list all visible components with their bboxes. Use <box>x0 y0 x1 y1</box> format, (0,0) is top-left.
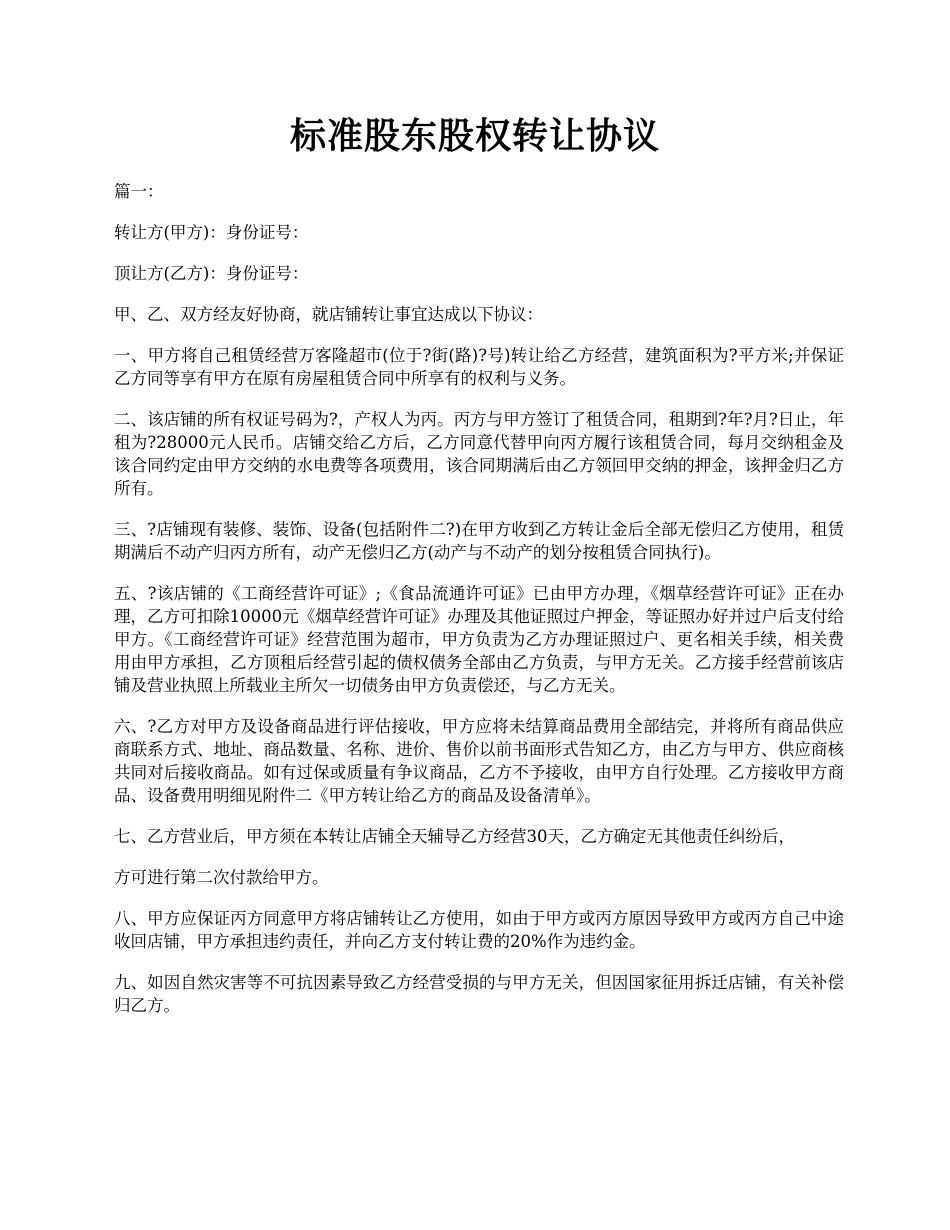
document-title: 标准股东股权转让协议 <box>289 115 660 157</box>
paragraph-transferee: 顶让方(乙方)：身份证号： <box>114 264 309 283</box>
paragraph-clause-9: 九、如因自然灾害等不可抗因素导致乙方经营受损的与甲方无关，但因国家征用拆迁店铺，有关补偿归乙方。 <box>114 973 844 1015</box>
paragraph-clause-3: 三、?店铺现有装修、装饰、设备(包括附件二?)在甲方收到乙方转让金后全部无偿归乙方使用，租赁期满后不动产归丙方所有，动产无偿归乙方(动产与不动产的划分按租赁合同执行)。 <box>114 520 844 562</box>
paragraph-clause-7-continued: 方可进行第二次付款给甲方。 <box>114 868 329 887</box>
paragraph-clause-7: 七、乙方营业后，甲方须在本转让店铺全天辅导乙方经营30天，乙方确定无其他责任纠纷后， <box>114 827 795 846</box>
paragraph-clause-2: 二、该店铺的所有权证号码为?，产权人为丙。丙方与甲方签订了租赁合同，租期到?年?月?日止，年租为?28000元人民币。店铺交给乙方后，乙方同意代替甲向丙方履行该租赁合同，每月交纳租金及该合同约定由甲方交纳的水电费等各项费用，该合同期满后由乙方领回甲交纳的押金，该押金归乙方所有。 <box>114 410 844 498</box>
paragraph-clause-6: 六、?乙方对甲方及设备商品进行评估接收，甲方应将未结算商品费用全部结完，并将所有商品供应商联系方式、地址、商品数量、名称、进价、售价以前书面形式告知乙方，由乙方与甲方、供应商核共同对后接收商品。如有过保或质量有争议商品，乙方不予接收，由甲方自行处理。乙方接收甲方商品、设备费用明细见附件二《甲方转让给乙方的商品及设备清单》。 <box>114 717 844 805</box>
paragraph-transferor: 转让方(甲方)：身份证号： <box>114 223 309 242</box>
paragraph-clause-1: 一、甲方将自己租赁经营万客隆超市(位于?街(路)?号)转让给乙方经营，建筑面积为?平方米;并保证乙方同等享有甲方在原有房屋租赁合同中所享有的权利与义务。 <box>114 346 844 388</box>
paragraph-section-label: 篇一： <box>114 182 164 201</box>
paragraph-clause-8: 八、甲方应保证丙方同意甲方将店铺转让乙方使用，如由于甲方或丙方原因导致甲方或丙方自己中途收回店铺，甲方承担违约责任，并向乙方支付转让费的20%作为违约金。 <box>114 909 844 951</box>
document-body <box>114 180 844 1035</box>
paragraph-preamble: 甲、乙、双方经友好协商，就店铺转让事宜达成以下协议： <box>114 305 543 324</box>
paragraph-clause-5: 五、?该店铺的《工商经营许可证》;《食品流通许可证》已由甲方办理，《烟草经营许可证》正在办理，乙方可扣除10000元《烟草经营许可证》办理及其他证照过户押金，等证照办好并过户后支付给甲方。《工商经营许可证》经营范围为超市，甲方负责为乙方办理证照过户、更名相关手续，相关费用由甲方承担，乙方顶租后经营引起的债权债务全部由乙方负责，与甲方无关。乙方接手经营前该店铺及营业执照上所载业主所欠一切债务由甲方负责偿还，与乙方无关。 <box>114 584 844 695</box>
